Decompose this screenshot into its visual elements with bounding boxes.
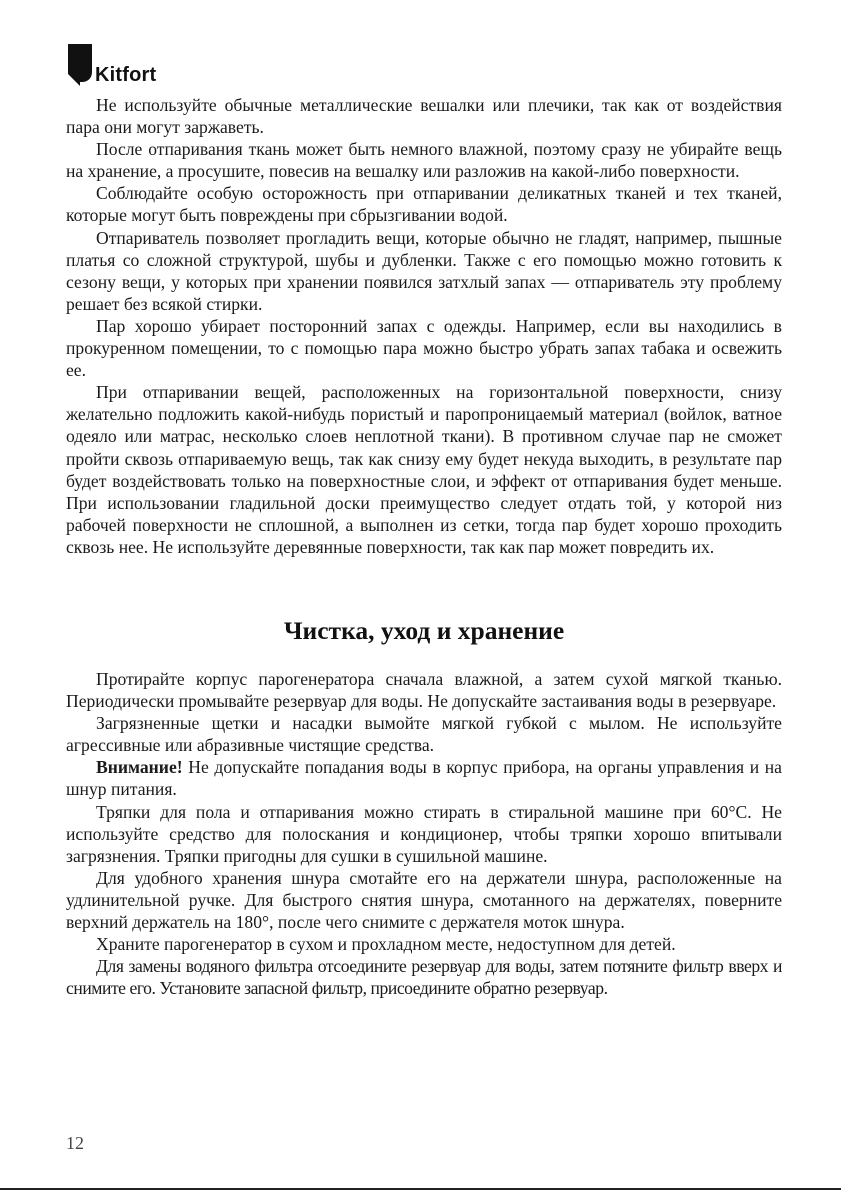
brand-name: Kitfort (95, 64, 157, 86)
paragraph: Загрязненные щетки и насадки вымойте мягкой губкой с мылом. Не используйте агрессивные или абразивные чистящие средства. (66, 713, 782, 756)
page-content (66, 94, 782, 999)
warning-label: Внимание! (96, 757, 183, 778)
paragraph: После отпаривания ткань может быть немного влажной, поэтому сразу не убирайте вещь на хранение, а просушите, повесив на вешалку или разложив на какой-либо поверхности. (66, 139, 782, 182)
paragraph: Храните парогенератор в сухом и прохладном месте, недоступном для детей. (96, 934, 676, 955)
paragraph: Соблюдайте особую осторожность при отпаривании деликатных тканей и тех тканей, которые могут быть повреждены при сбрызгивании водой. (66, 183, 782, 226)
paragraph: Для замены водяного фильтра отсоедините резервуар для воды, затем потяните фильтр вверх и снимите его. Установите запасной фильтр, присоедините обратно резервуар. (66, 956, 782, 999)
page-number: 12 (66, 1133, 84, 1153)
paragraph: Отпариватель позволяет прогладить вещи, которые обычно не гладят, например, пышные платья со сложной структурой, шубы и дубленки. Также с его помощью можно готовить к сезону вещи, у которых при хранении появился затхлый запах — отпариватель эту проблему решает без всякой стирки. (66, 227, 782, 314)
paragraph: Протирайте корпус парогенератора сначала влажной, а затем сухой мягкой тканью. Периодически промывайте резервуар для воды. Не допускайте застаивания воды в резервуаре. (66, 668, 782, 712)
paragraph: При отпаривании вещей, расположенных на горизонтальной поверхности, снизу желательно подложить какой-нибудь пористый и паропроницаемый материал (войлок, ватное одеяло или матрас, несколько слоев неплотной ткани). В противном случае пар не сможет пройти сквозь отпариваемую вещь, так как снизу ему будет некуда выходить, в результате пар будет воздействовать только на поверхностные слои, и эффект от отпаривания будет меньше. При использовании гладильной доски преимущество следует отдать той, у которой низ рабочей поверхности не сплошной, а выполнен из сетки, тогда пар будет хорошо проходить сквозь нее. Не используйте деревянные поверхности, так как пар может повредить их. (66, 382, 782, 557)
paragraph: Пар хорошо убирает посторонний запах с одежды. Например, если вы находились в прокуренном помещении, то с помощью пара можно быстро убрать запах табака и освежить ее. (66, 315, 782, 381)
kitfort-logo-icon (66, 42, 94, 88)
warning-text: Не допускайте попадания воды в корпус прибора, на органы управления и на шнур питания. (66, 757, 782, 800)
brand-logo (66, 42, 156, 88)
bottom-rule (0, 1188, 841, 1190)
paragraph: Тряпки для пола и отпаривания можно стирать в стиральной машине при 60°C. Не используйте средство для полоскания и кондиционер, чтобы тряпки хорошо впитывали загрязнения. Тряпки пригодны для сушки в сушильной машине. (66, 801, 782, 866)
warning-paragraph (66, 756, 782, 800)
paragraph: Для удобного хранения шнура смотайте его на держатели шнура, расположенные на удлинительной ручке. Для быстрого снятия шнура, смотанного на держателях, поверните верхний держатель на 180°, после чего снимите с держателя моток шнура. (66, 867, 782, 932)
paragraph: Не используйте обычные металлические вешалки или плечики, так как от воздействия пара они могут заржаветь. (66, 95, 782, 138)
section-heading: Чистка, уход и хранение (283, 615, 565, 645)
